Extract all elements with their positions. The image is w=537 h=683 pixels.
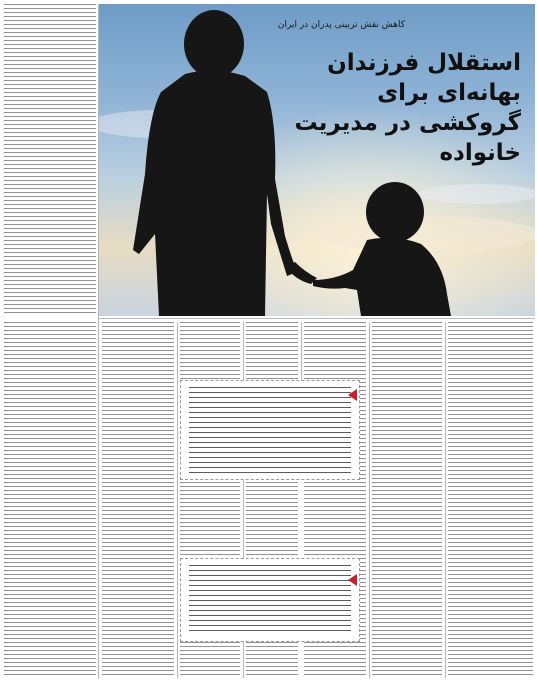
pull-quote-2 [180, 558, 360, 642]
text-column-6 [448, 322, 533, 678]
column-divider [243, 640, 244, 678]
article-kicker: کاهش نقش تربیتی پدران در ایران [277, 20, 405, 30]
quote-marker-1 [348, 389, 357, 401]
column-divider [177, 322, 178, 678]
column-divider [445, 322, 446, 678]
photo-bottom-rule [99, 318, 535, 319]
text-column-5 [372, 322, 442, 678]
column-divider [301, 322, 302, 380]
column-divider [243, 322, 244, 380]
article-headline: استقلال فرزندان بهانه‌ای برای گروکشی در مدیریت خانواده [294, 50, 521, 166]
pull-quote-1 [180, 380, 360, 480]
column-divider [243, 478, 244, 558]
text-column-left-top [4, 4, 96, 316]
text-column-left-bottom [4, 322, 96, 678]
column-divider [369, 322, 370, 678]
quote-marker-2 [348, 574, 357, 586]
text-column-1 [102, 322, 174, 678]
hero-photo [99, 4, 535, 316]
